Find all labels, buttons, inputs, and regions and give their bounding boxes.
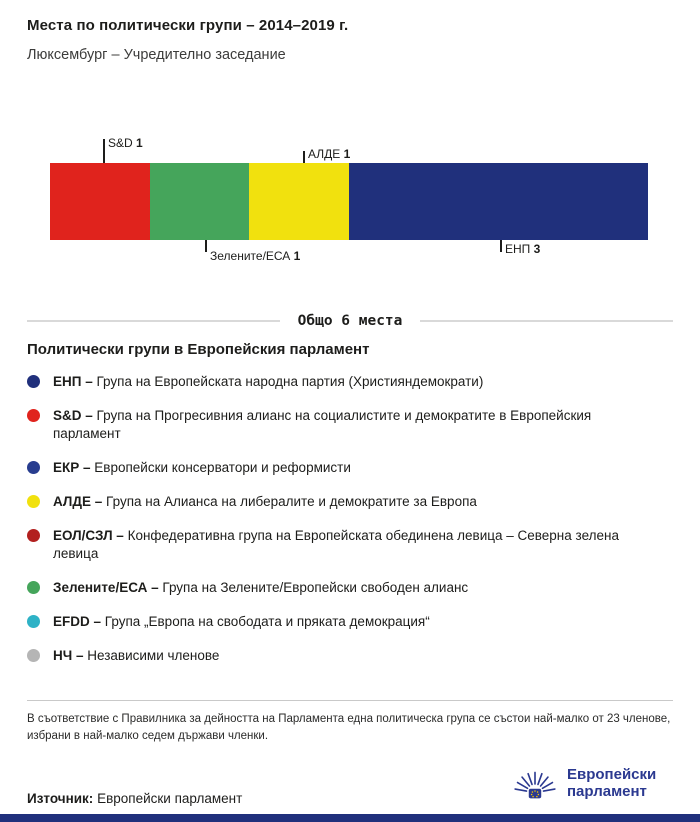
seat-count: 1	[136, 136, 143, 150]
page-title: Места по политически групи – 2014–2019 г.	[27, 17, 349, 34]
group-abbr: НЧ –	[53, 648, 84, 663]
group-color-dot	[27, 529, 40, 542]
group-color-dot	[27, 495, 40, 508]
group-label: АЛДЕ	[308, 147, 341, 161]
group-color-dot	[27, 461, 40, 474]
group-abbr: ЕОЛ/СЗЛ –	[53, 528, 124, 543]
seat-count: 3	[533, 242, 541, 256]
group-abbr: S&D –	[53, 408, 93, 423]
legend-item-ecr	[27, 459, 645, 477]
group-color-dot	[27, 615, 40, 628]
group-desc: Европейски консерватори и реформисти	[94, 460, 351, 475]
group-desc: Група на Зелените/Европейски свободен алианс	[162, 580, 469, 595]
group-desc: Група „Европа на свободата и пряката демокрация“	[104, 614, 430, 629]
bar-segment-sd	[50, 163, 150, 240]
group-color-dot	[27, 649, 40, 662]
group-desc: Конфедеративна група на Европейската обединена левица – Северна зелена левица	[53, 528, 619, 561]
group-abbr: EFDD –	[53, 614, 102, 629]
bar-callout-alde	[308, 147, 350, 161]
total-seats-row	[27, 313, 673, 329]
bar-callout-greens	[210, 249, 300, 263]
group-abbr: Зелените/ЕСА –	[53, 580, 159, 595]
group-color-dot	[27, 581, 40, 594]
legend-list	[27, 373, 645, 681]
bar-callout-sd	[108, 136, 143, 150]
group-desc: Група на Прогресивния алианс на социалистите и демократите в Европейския парламент	[53, 408, 592, 441]
source-line	[27, 791, 242, 806]
callout-tick-greens	[205, 240, 207, 252]
callout-tick-epp	[500, 240, 502, 252]
total-seats-label: Общо 6 места	[297, 313, 403, 329]
legend-item-efdd	[27, 613, 645, 631]
group-label: S&D	[108, 136, 133, 150]
callout-tick-alde	[303, 151, 305, 163]
seat-count: 1	[343, 147, 351, 161]
group-abbr: АЛДЕ –	[53, 494, 103, 509]
bar-segment-alde	[249, 163, 349, 240]
group-abbr: ЕКР –	[53, 460, 91, 475]
legend-item-guengl	[27, 527, 645, 563]
ep-logo-text-line2: парламент	[567, 783, 647, 800]
group-desc: Група на Алианса на либералите и демократите за Европа	[106, 494, 477, 509]
group-color-dot	[27, 375, 40, 388]
seat-count: 1	[293, 249, 301, 263]
legend-item-sd	[27, 407, 645, 443]
legend-title: Политически групи в Европейския парламент	[27, 341, 370, 358]
bar-callout-epp	[505, 242, 540, 256]
source-label: Източник:	[27, 791, 94, 806]
footnote-text: В съответствие с Правилника за дейността на Парламента една политическа група се състои най-малко от 23 членове, избрани в най-малко седем държави членки.	[27, 713, 671, 742]
legend-item-greens	[27, 579, 645, 597]
legend-item-epp	[27, 373, 645, 391]
bar-segment-greens	[150, 163, 250, 240]
ep-logo	[512, 760, 656, 806]
group-desc: Група на Европейската народна партия (Християндемократи)	[96, 374, 484, 389]
legend-item-ni	[27, 647, 645, 665]
legend-item-alde	[27, 493, 645, 511]
ep-logo-text-line1: Европейски	[567, 766, 657, 783]
bottom-accent-bar	[0, 814, 700, 822]
ep-logo-text	[567, 766, 656, 800]
footnote-divider	[27, 700, 673, 701]
bar-segment-epp	[349, 163, 648, 240]
group-label: ЕНП	[505, 242, 531, 256]
group-label: Зелените/ЕСА	[210, 249, 291, 263]
page-subtitle: Люксембург – Учредително заседание	[27, 47, 286, 63]
ep-hemicycle-icon	[512, 760, 558, 806]
callout-tick-sd	[103, 139, 105, 163]
divider-line-left	[27, 320, 280, 322]
group-abbr: ЕНП –	[53, 374, 93, 389]
divider-line-right	[420, 320, 673, 322]
seat-bar	[50, 163, 648, 240]
group-color-dot	[27, 409, 40, 422]
group-desc: Независими членове	[87, 648, 220, 663]
source-value: Европейски парламент	[97, 791, 243, 806]
